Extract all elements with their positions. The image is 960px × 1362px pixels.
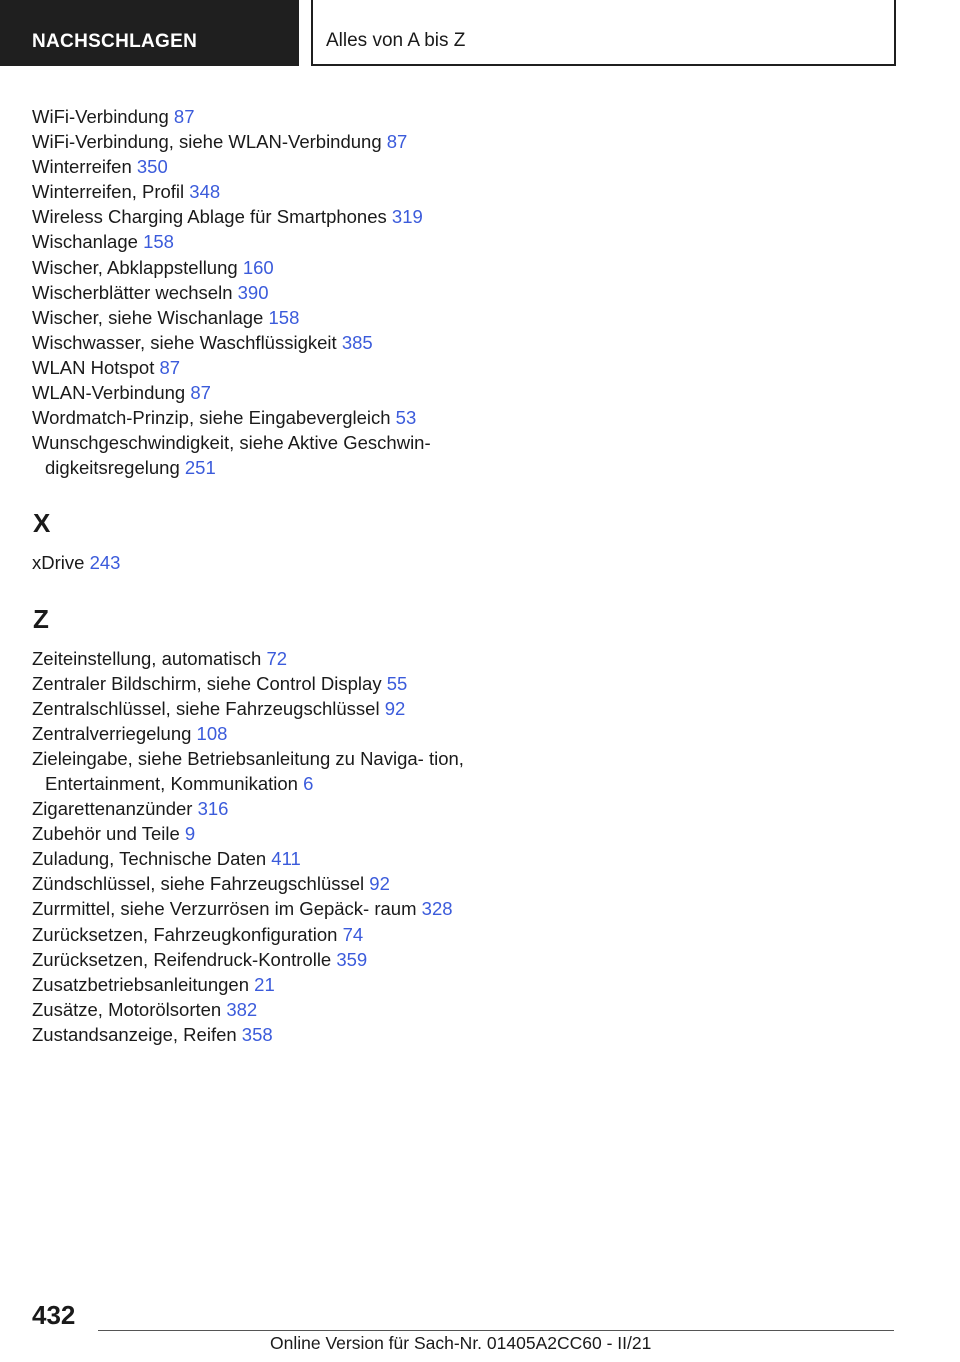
index-entry <box>32 1022 472 1047</box>
page-number: 432 <box>32 1300 76 1330</box>
index-entry <box>32 997 472 1022</box>
page-reference-link[interactable]: 411 <box>271 848 301 870</box>
index-letter-z: Z <box>33 603 49 634</box>
page-reference-link[interactable]: 359 <box>336 948 368 970</box>
page-reference-link[interactable]: 158 <box>268 306 300 328</box>
index-entry <box>32 871 472 896</box>
index-entry <box>32 355 472 380</box>
index-entry <box>32 972 472 997</box>
index-term: WLAN Hotspot <box>32 356 155 378</box>
page-reference-link[interactable]: 385 <box>341 331 373 353</box>
index-term: Zusätze, Motorölsorten <box>32 998 222 1020</box>
page-reference-link[interactable]: 350 <box>136 156 168 178</box>
index-term: Zigarettenanzünder <box>32 798 193 820</box>
index-entry <box>32 821 472 846</box>
page-reference-link[interactable]: 92 <box>369 873 390 895</box>
index-list <box>32 104 472 1047</box>
index-entry <box>32 947 472 972</box>
index-term: Wischerblätter wechseln <box>32 281 233 303</box>
page-reference-link[interactable]: 358 <box>241 1023 273 1045</box>
index-term: Zentraler Bildschirm, siehe Control Display <box>32 672 382 694</box>
index-group-x <box>32 550 472 575</box>
page-reference-link[interactable]: 87 <box>190 382 211 404</box>
index-entry <box>32 922 472 947</box>
index-term: xDrive <box>32 552 85 574</box>
index-term: Wunschgeschwindigkeit, siehe Aktive Geschwin‐ digkeitsregelung <box>32 432 431 479</box>
index-entry <box>32 179 472 204</box>
page-reference-link[interactable]: 348 <box>189 181 221 203</box>
page-reference-link[interactable]: 160 <box>242 256 274 278</box>
index-entry <box>32 380 472 405</box>
index-entry <box>32 646 472 671</box>
page-reference-link[interactable]: 21 <box>254 973 275 995</box>
index-term: WLAN-Verbindung <box>32 382 186 404</box>
page-reference-link[interactable]: 6 <box>303 772 314 794</box>
page-reference-link[interactable]: 251 <box>184 457 216 479</box>
index-term: Zustandsanzeige, Reifen <box>32 1023 237 1045</box>
index-term: Zurücksetzen, Fahrzeugkonfiguration <box>32 923 338 945</box>
index-term: Wischer, Abklappstellung <box>32 256 238 278</box>
index-term: Wireless Charging Ablage für Smartphones <box>32 206 387 228</box>
page-reference-link[interactable]: 108 <box>196 722 228 744</box>
index-term: Wischwasser, siehe Waschflüssigkeit <box>32 331 337 353</box>
index-term: Winterreifen, Profil <box>32 181 185 203</box>
index-term: Winterreifen <box>32 156 132 178</box>
index-entry <box>32 746 472 796</box>
index-entry <box>32 550 472 575</box>
page-reference-link[interactable]: 316 <box>197 798 229 820</box>
section-title: NACHSCHLAGEN <box>32 31 198 52</box>
page-reference-link[interactable]: 53 <box>395 407 417 429</box>
index-term: Zurücksetzen, Reifendruck-Kontrolle <box>32 948 332 970</box>
index-entry <box>32 671 472 696</box>
index-entry <box>32 255 472 280</box>
page-reference-link[interactable]: 92 <box>384 697 406 719</box>
index-term: Zusatzbetriebsanleitungen <box>32 973 250 995</box>
index-letter-x: X <box>33 508 51 539</box>
page-reference-link[interactable]: 382 <box>226 998 258 1020</box>
index-entry <box>32 229 472 254</box>
page-reference-link[interactable]: 87 <box>159 356 181 378</box>
index-group-z <box>32 646 472 1048</box>
index-term: WiFi-Verbindung <box>32 106 169 127</box>
index-group-w <box>32 104 472 480</box>
index-term: Zubehör und Teile <box>32 823 180 845</box>
page-reference-link[interactable]: 319 <box>391 206 423 228</box>
index-entry <box>32 280 472 305</box>
index-entry <box>32 721 472 746</box>
section-tab <box>0 0 299 66</box>
page-reference-link[interactable]: 9 <box>184 823 196 845</box>
index-entry <box>32 204 472 229</box>
index-term: Zeiteinstellung, automatisch <box>32 647 262 669</box>
index-entry <box>32 129 472 154</box>
page-reference-link[interactable]: 328 <box>421 898 453 920</box>
index-term: Wordmatch-Prinzip, siehe Eingabevergleich <box>32 407 391 429</box>
index-entry <box>32 330 472 355</box>
page-reference-link[interactable]: 72 <box>266 647 288 669</box>
index-term: Zündschlüssel, siehe Fahrzeugschlüssel <box>32 873 365 895</box>
index-entry <box>32 430 472 480</box>
index-term: WiFi-Verbindung, siehe WLAN-Verbindung <box>32 131 382 153</box>
index-entry <box>32 305 472 330</box>
index-entry <box>32 104 472 129</box>
page-reference-link[interactable]: 390 <box>237 281 269 303</box>
chapter-title: Alles von A bis Z <box>326 30 466 51</box>
page-reference-link[interactable]: 87 <box>173 106 195 127</box>
footer-divider <box>98 1330 894 1331</box>
index-term: Zentralverriegelung <box>32 722 192 744</box>
page-reference-link[interactable]: 87 <box>386 131 408 153</box>
index-entry <box>32 896 472 921</box>
index-entry <box>32 846 472 871</box>
index-term: Wischer, siehe Wischanlage <box>32 306 264 328</box>
index-entry <box>32 696 472 721</box>
index-term: Zieleingabe, siehe Betriebsanleitung zu Naviga‐ tion, Entertainment, Kommunikation <box>32 747 464 794</box>
index-term: Zentralschlüssel, siehe Fahrzeugschlüssel <box>32 697 380 719</box>
page-reference-link[interactable]: 74 <box>342 923 364 945</box>
index-term: Zurrmittel, siehe Verzurrösen im Gepäck‐ raum <box>32 898 417 920</box>
online-version-note: Online Version für Sach-Nr. 01405A2CC60 - II/21 <box>270 1333 652 1353</box>
index-entry <box>32 405 472 430</box>
page-reference-link[interactable]: 55 <box>386 672 408 694</box>
chapter-tab <box>311 0 896 66</box>
index-term: Zuladung, Technische Daten <box>32 848 267 870</box>
page-reference-link[interactable]: 158 <box>143 231 174 253</box>
page-reference-link[interactable]: 243 <box>89 552 121 574</box>
index-entry <box>32 796 472 821</box>
index-entry <box>32 154 472 179</box>
index-term: Wischanlage <box>32 231 138 253</box>
